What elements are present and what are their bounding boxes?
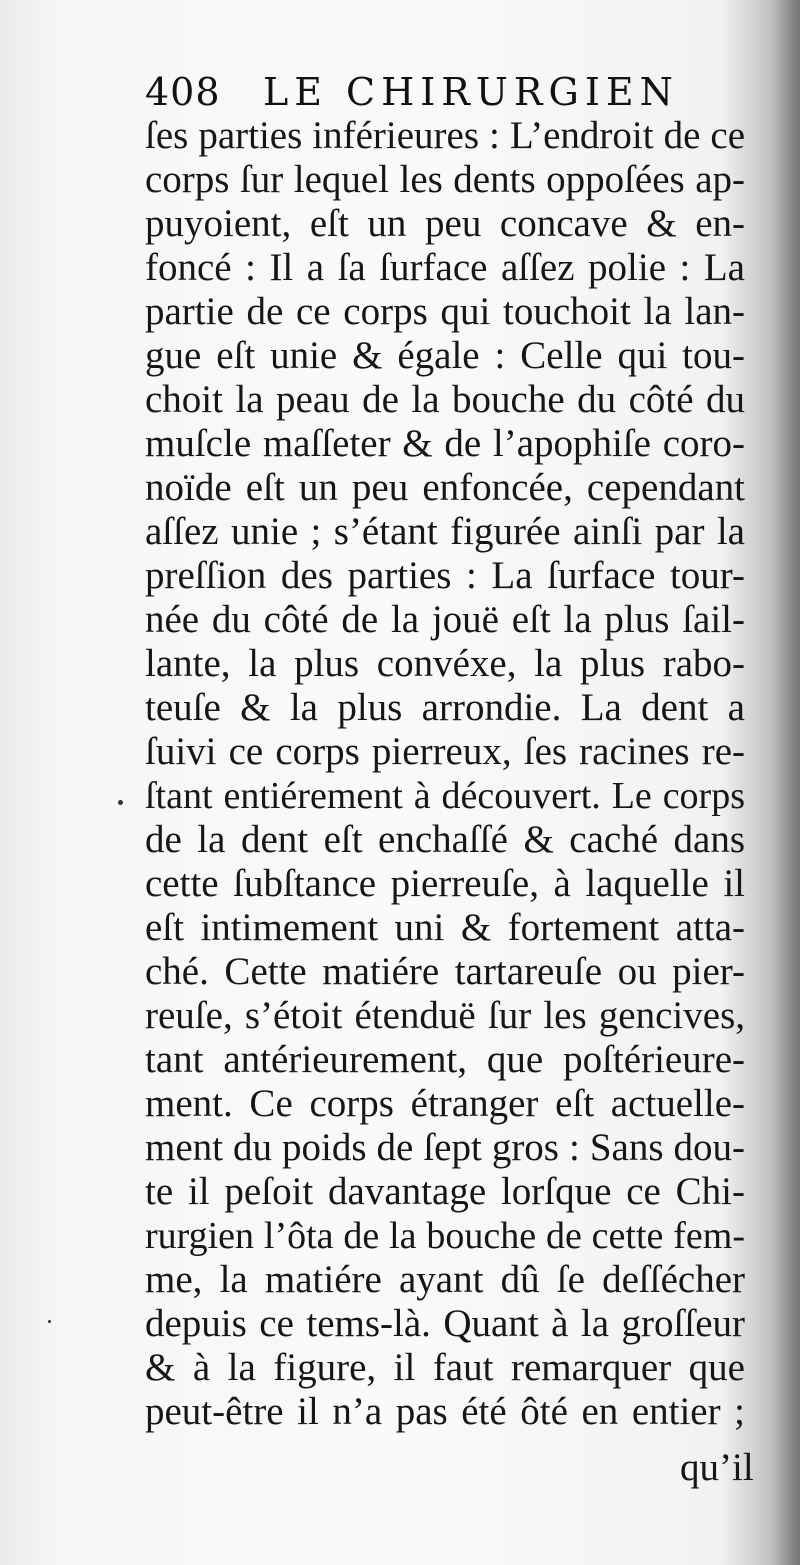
text-line: de la dent eſt enchaſſé & caché dans bbox=[145, 818, 745, 861]
ink-speck bbox=[118, 800, 123, 805]
text-line: corps ſur lequel les dents oppoſées ap- bbox=[145, 158, 745, 201]
text-line: reuſe, s’étoit étenduë ſur les gencives, bbox=[145, 994, 745, 1037]
catchword: qu’il bbox=[680, 1446, 754, 1489]
text-line: ſuivi ce corps pierreux, ſes racines re- bbox=[145, 730, 745, 773]
text-line: preſſion des parties : La ſurface tour- bbox=[145, 554, 745, 597]
text-line: tant antérieurement, que poſtérieure- bbox=[145, 1038, 745, 1081]
text-line: partie de ce corps qui touchoit la lan- bbox=[145, 290, 745, 333]
text-line: gue eſt unie & égale : Celle qui tou- bbox=[145, 334, 745, 377]
page-number: 408 bbox=[145, 70, 221, 114]
running-header bbox=[145, 66, 745, 118]
text-line: foncé : Il a ſa ſurface aſſez polie : La bbox=[145, 246, 745, 289]
text-line: depuis ce tems-là. Quant à la groſſeur bbox=[145, 1302, 745, 1345]
text-line: me, la matiére ayant dû ſe deſſécher bbox=[145, 1258, 745, 1301]
page-edge-shadow bbox=[770, 0, 800, 1565]
text-line: ché. Cette matiére tartareuſe ou pier- bbox=[145, 950, 745, 993]
text-line: teuſe & la plus arrondie. La dent a bbox=[145, 686, 745, 729]
text-line: née du côté de la jouë eſt la plus ſail- bbox=[145, 598, 745, 641]
text-line: muſcle maſſeter & de l’apophiſe coro- bbox=[145, 422, 745, 465]
running-title: LE CHIRURGIEN bbox=[263, 70, 679, 114]
text-line: te il peſoit davantage lorſque ce Chi- bbox=[145, 1170, 745, 1213]
text-line: ſtant entiérement à découvert. Le corps bbox=[145, 775, 745, 817]
text-line: ſes parties inférieures : L’endroit de ce bbox=[145, 114, 745, 157]
text-line: aſſez unie ; s’étant figurée ainſi par la bbox=[145, 510, 745, 553]
ink-speck bbox=[48, 1320, 51, 1323]
text-line: choit la peau de la bouche du côté du bbox=[145, 378, 745, 421]
text-line: peut-être il n’a pas été ôté en entier ; bbox=[145, 1390, 745, 1433]
text-line: eſt intimement uni & fortement atta- bbox=[145, 906, 745, 949]
text-line: lante, la plus convéxe, la plus rabo- bbox=[145, 642, 745, 685]
text-line: ment. Ce corps étranger eſt actuelle- bbox=[145, 1082, 745, 1125]
text-line: & à la figure, il faut remarquer que bbox=[145, 1346, 745, 1389]
text-line: cette ſubſtance pierreuſe, à laquelle il bbox=[145, 862, 745, 905]
text-line: noïde eſt un peu enfoncée, cependant bbox=[145, 466, 745, 509]
body-text bbox=[145, 114, 765, 1434]
text-line: rurgien l’ôta de la bouche de cette fem- bbox=[145, 1215, 745, 1257]
text-line: puyoient, eſt un peu concave & en- bbox=[145, 202, 745, 245]
text-line: ment du poids de ſept gros : Sans dou- bbox=[145, 1126, 745, 1169]
